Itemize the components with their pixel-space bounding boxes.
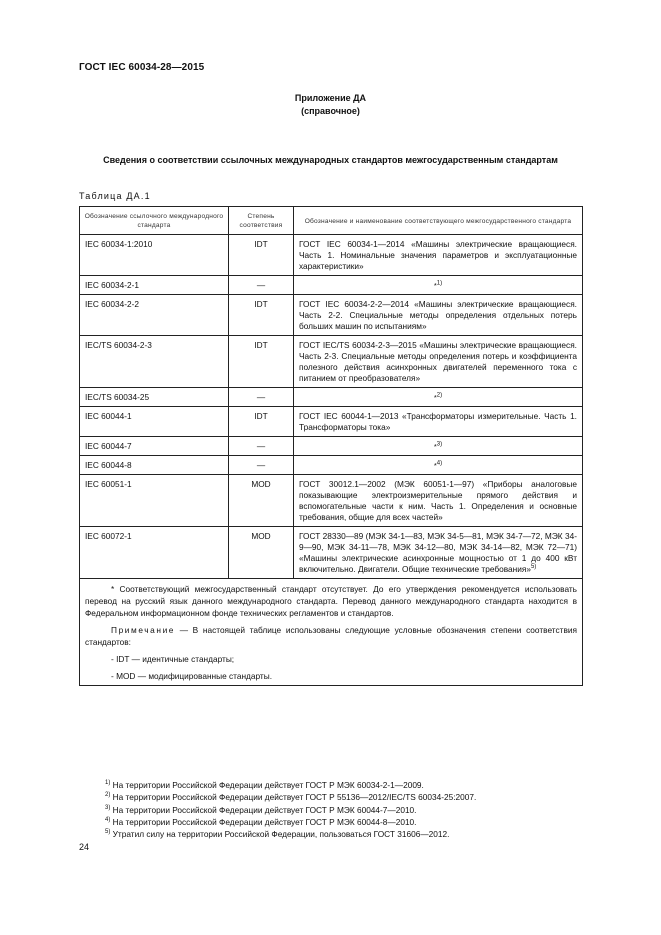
annex-subtitle: (справочное)	[301, 106, 360, 116]
cell-degree: IDT	[229, 407, 294, 437]
footnote	[105, 804, 476, 816]
cell-reference: IEC 60051-1	[80, 475, 229, 527]
cell-reference: IEC 60072-1	[80, 527, 229, 579]
footnote-text: На территории Российской Федерации действует ГОСТ Р МЭК 60044-7—2010.	[110, 804, 417, 815]
cell-description	[294, 407, 583, 437]
description-text: *	[433, 461, 437, 470]
cell-degree: MOD	[229, 527, 294, 579]
table-row	[80, 276, 583, 295]
footnote	[105, 791, 476, 803]
footnote-reference: 1)	[436, 280, 443, 287]
footnote-text: На территории Российской Федерации действует ГОСТ Р 55136—2012/IEC/TS 60034-25:2007.	[110, 792, 477, 803]
cell-description	[294, 235, 583, 276]
column-header-description: Обозначение и наименование соответствующего межгосударственного стандарта	[294, 207, 583, 235]
cell-degree: MOD	[229, 475, 294, 527]
description-text: *	[433, 393, 437, 402]
table-row	[80, 456, 583, 475]
footnote	[105, 828, 476, 840]
cell-degree: —	[229, 388, 294, 407]
column-header-reference: Обозначение ссылочного международного стандарта	[80, 207, 229, 235]
cell-degree: —	[229, 437, 294, 456]
footnote-mark: 2)	[105, 792, 111, 799]
column-header-degree: Степень соответствия	[229, 207, 294, 235]
footnote-mark: 5)	[105, 829, 111, 836]
footnote-reference: 4)	[436, 460, 443, 467]
footnote-reference: 2)	[436, 392, 443, 399]
annex-title: Приложение ДА	[294, 93, 367, 103]
description-text: ГОСТ 30012.1—2002 (МЭК 60051-1—97) «Приборы аналоговые показывающие электроизмерительные прямого действия и вспомогательные части к ним. Часть 1. Определения и основные требования, общие для всех частей»	[299, 479, 577, 522]
table-label: Таблица ДА.1	[79, 191, 151, 201]
cell-reference: IEC 60044-1	[80, 407, 229, 437]
cell-description	[294, 388, 583, 407]
correspondence-table	[79, 206, 583, 686]
description-text: ГОСТ IEC 60034-1—2014 «Машины электрические вращающиеся. Часть 1. Номинальные значения параметров и эксплуатационные характеристики»	[299, 239, 577, 271]
cell-description	[294, 276, 583, 295]
table-row	[80, 295, 583, 336]
footnote-mark: 1)	[105, 780, 111, 787]
remark-label: Примечание	[111, 625, 176, 635]
footnote	[105, 816, 476, 828]
legend-item-idt: - IDT — идентичные стандарты;	[111, 654, 235, 664]
annex-heading	[0, 92, 661, 118]
document-header: ГОСТ IEC 60034-28—2015	[79, 62, 205, 73]
legend-item-mod: - MOD — модифицированные стандарты.	[111, 671, 273, 681]
table-row	[80, 527, 583, 579]
remark	[85, 624, 577, 648]
cell-degree: —	[229, 456, 294, 475]
cell-degree: IDT	[229, 295, 294, 336]
cell-reference: IEC 60034-1:2010	[80, 235, 229, 276]
footnotes	[105, 779, 476, 840]
description-text: *	[433, 442, 437, 451]
footnote-mark: 4)	[105, 817, 111, 824]
cell-reference: IEC 60034-2-2	[80, 295, 229, 336]
cell-description	[294, 475, 583, 527]
remark-text: — В настоящей таблице использованы следующие условные обозначения степени соответствия стандартов:	[85, 625, 577, 647]
cell-description	[294, 336, 583, 388]
description-text: *	[433, 281, 437, 290]
cell-description	[294, 437, 583, 456]
table-note	[80, 579, 583, 686]
section-title: Сведения о соответствии ссылочных международных стандартов межгосударственным стандартам	[103, 155, 558, 165]
footnote-reference: 5)	[530, 564, 537, 571]
footnote-text: На территории Российской Федерации действует ГОСТ Р МЭК 60034-2-1—2009.	[110, 780, 424, 790]
cell-degree: IDT	[229, 235, 294, 276]
footnote-text: На территории Российской Федерации действует ГОСТ Р МЭК 60044-8—2010.	[110, 816, 417, 827]
cell-description	[294, 527, 583, 579]
cell-degree: IDT	[229, 336, 294, 388]
cell-reference: IEC 60044-8	[80, 456, 229, 475]
page-number: 24	[79, 842, 90, 852]
footnote	[105, 779, 476, 791]
table-row	[80, 437, 583, 456]
table-row	[80, 407, 583, 437]
table-note-row	[80, 579, 583, 686]
description-text: ГОСТ 28330—89 (МЭК 34-1—83, МЭК 34-5—81, МЭК 34-7—72, МЭК 34-9—90, МЭК 34-11—78, МЭК 34-12—80, МЭК 34-14—82, МЭК 72—71) «Машины электрические асинхронные мощностью от 1 до 400 кВт включительно. Двигатели. Общие технические требования»	[299, 531, 577, 574]
cell-reference: IEC 60044-7	[80, 437, 229, 456]
footnote-text: Утратил силу на территории Российской Федерации, пользоваться ГОСТ 31606—2012.	[110, 829, 450, 840]
table-row	[80, 388, 583, 407]
cell-description	[294, 456, 583, 475]
cell-reference: IEC 60034-2-1	[80, 276, 229, 295]
table-row	[80, 475, 583, 527]
table-row	[80, 336, 583, 388]
cell-degree: —	[229, 276, 294, 295]
table-header-row	[80, 207, 583, 235]
cell-description	[294, 295, 583, 336]
description-text: ГОСТ IEC 60044-1—2013 «Трансформаторы измерительные. Часть 1. Трансформаторы тока»	[299, 411, 577, 432]
cell-reference: IEC/TS 60034-25	[80, 388, 229, 407]
footnote-reference: 3)	[436, 441, 443, 448]
asterisk-note: * Соответствующий межгосударственный стандарт отсутствует. До его утверждения рекомендуется использовать перевод на русский язык данного международного стандарта. Перевод данного международного стандарта находится в Федеральном информационном фонде технических регламентов и стандартов.	[85, 584, 577, 618]
table-row	[80, 235, 583, 276]
footnote-mark: 3)	[105, 804, 111, 811]
cell-reference: IEC/TS 60034-2-3	[80, 336, 229, 388]
description-text: ГОСТ IEC/TS 60034-2-3—2015 «Машины электрические вращающиеся. Часть 2-3. Специальные методы определения потерь и коэффициента полезного действия асинхронных двигателей переменного тока с питанием от преобразователя»	[299, 340, 577, 383]
table-body	[80, 235, 583, 579]
description-text: ГОСТ IEC 60034-2-2—2014 «Машины электрические вращающиеся. Часть 2-2. Специальные методы определения отдельных потерь больших машин по испытаниям»	[299, 299, 577, 331]
